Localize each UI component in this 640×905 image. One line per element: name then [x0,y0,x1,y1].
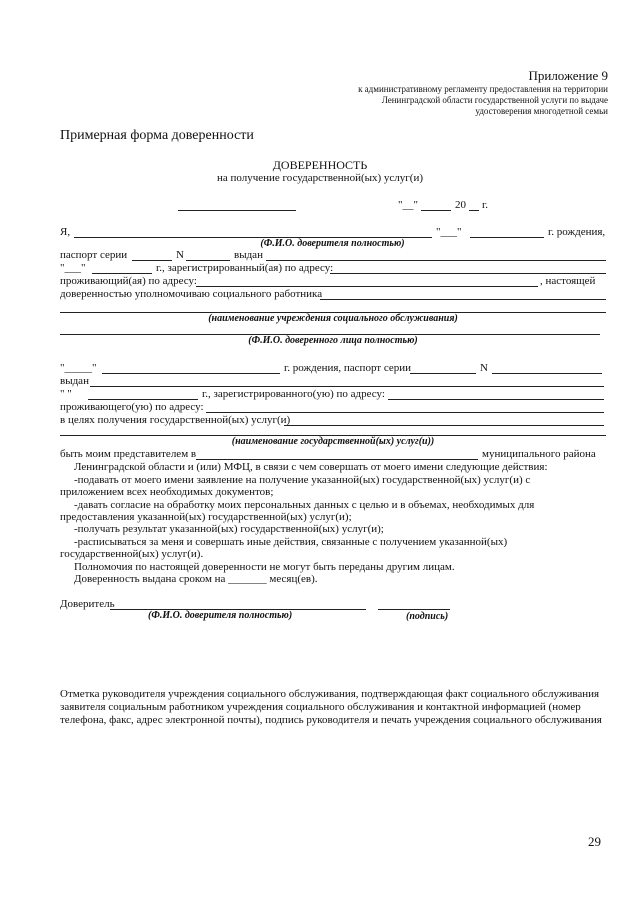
municipal-label: муниципального района [482,448,596,460]
note-line-3: телефона, факс, адрес электронной почты), подпись руководителя и печать учреждения социального обслуживания [60,714,602,726]
note-line-2: заявителя социальным работником учреждения социального обслуживания и контактной информацией (номер [60,701,581,713]
living-line [196,286,538,287]
body-line-9: Полномочия по настоящей доверенности не могут быть переданы другим лицам. [74,561,455,573]
agent-issued-line [90,386,604,387]
date-year-suffix: г. [482,199,489,211]
note-line-1: Отметка руководителя учреждения социального обслуживания, подтверждающая факт социального обслуживания [60,688,600,700]
signature-sign-line [378,609,450,610]
body-line-2: -подавать от моего имени заявление на получение указанной(ых) государственной(ых) услуг(и) с [74,474,531,486]
issue-quote: "___" [60,262,86,274]
present-label: , настоящей [540,275,596,287]
principal-caption: (Ф.И.О. доверителя полностью) [260,238,405,249]
agent-n-line [492,373,602,374]
agent-birth-quote: "_____" [60,362,97,374]
body-line-6: -получать результат указанной(ых) государственной(ых) услуг(и); [74,523,384,535]
rep-line [196,459,478,460]
principal-birth-label: г. рождения, [548,226,606,238]
passport-n-label: N [176,249,184,261]
registered-label: г., зарегистрированный(ая) по адресу: [156,262,334,274]
purpose-line [284,425,604,426]
body-line-3: приложением всех необходимых документов; [60,486,274,498]
date-quote: "__" [398,199,418,211]
page-number: 29 [588,834,601,849]
org-caption: (наименование учреждения социального обслуживания) [208,313,458,324]
agent-birth-line [102,373,280,374]
agent-caption: (Ф.И.О. доверенного лица полностью) [248,335,418,346]
body-line-4: -давать согласие на обработку моих персональных данных с целью и в объемах, необходимых для [74,499,535,511]
purpose-label: в целях получения государственной(ых) услуг(и) [60,414,291,426]
place-line [178,210,296,211]
agent-birth-passport-label: г. рождения, паспорт серии [284,362,412,374]
appendix-title: Приложение 9 [528,68,608,83]
agent-registered-label: г., зарегистрированного(ую) по адресу: [202,388,385,400]
signature-fio-caption: (Ф.И.О. доверителя полностью) [148,610,293,621]
service-caption: (наименование государственной(ых) услуг(и)) [231,436,435,447]
signature-label: Доверитель [60,598,115,610]
date-year-prefix: 20 [455,199,466,211]
agent-issue-quote: " " [60,388,72,400]
body-line-7: -расписываться за меня и совершать иные действия, связанные с получением указанной(ых) [74,536,508,548]
body-line-8: государственной(ых) услуг(и). [60,548,204,560]
authorize-label: доверенностью уполномочиваю социального работника [60,288,323,300]
authorize-line [320,299,606,300]
principal-birth-quote: "___" [436,226,462,238]
living-label: проживающий(ая) по адресу: [60,275,197,287]
appendix-line-3: удостоверения многодетной семьи [475,106,608,116]
doc-title: ДОВЕРЕННОСТЬ [272,158,368,172]
rep-label: быть моим представителем в [60,448,197,460]
signature-sign-caption: (подпись) [406,611,449,622]
agent-living-label: проживающего(ую) по адресу: [60,401,204,413]
agent-issue-date-line [88,399,198,400]
passport-issued-line [266,260,606,261]
agent-issued-label: выдан [60,375,89,387]
form-title: Примерная форма доверенности [60,128,254,143]
passport-issued-label: выдан [234,249,263,261]
passport-series-line [132,260,172,261]
agent-registered-line [388,399,604,400]
agent-n-label: N [480,362,488,374]
body-line-5: предоставления указанной(ых) государственной(ых) услуг(и); [60,511,352,523]
appendix-line-1: к административному регламенту предоставления на территории [358,84,608,94]
date-month-line [421,210,451,211]
agent-series-line [410,373,476,374]
appendix-line-2: Ленинградской области государственной услуги по выдаче [381,95,608,105]
body-line-10: Доверенность выдана сроком на _______ месяц(ев). [74,573,318,585]
issue-date-line [92,273,152,274]
passport-series-label: паспорт серии [60,249,128,261]
passport-n-line [186,260,230,261]
body-line-1: Ленинградской области и (или) МФЦ, в связи с чем совершать от моего имени следующие действия: [74,461,548,473]
registered-line [330,273,606,274]
agent-living-line [206,412,604,413]
doc-subtitle: на получение государственной(ых) услуг(и) [216,172,424,184]
principal-ya: Я, [60,226,71,238]
date-year-line [469,210,479,211]
